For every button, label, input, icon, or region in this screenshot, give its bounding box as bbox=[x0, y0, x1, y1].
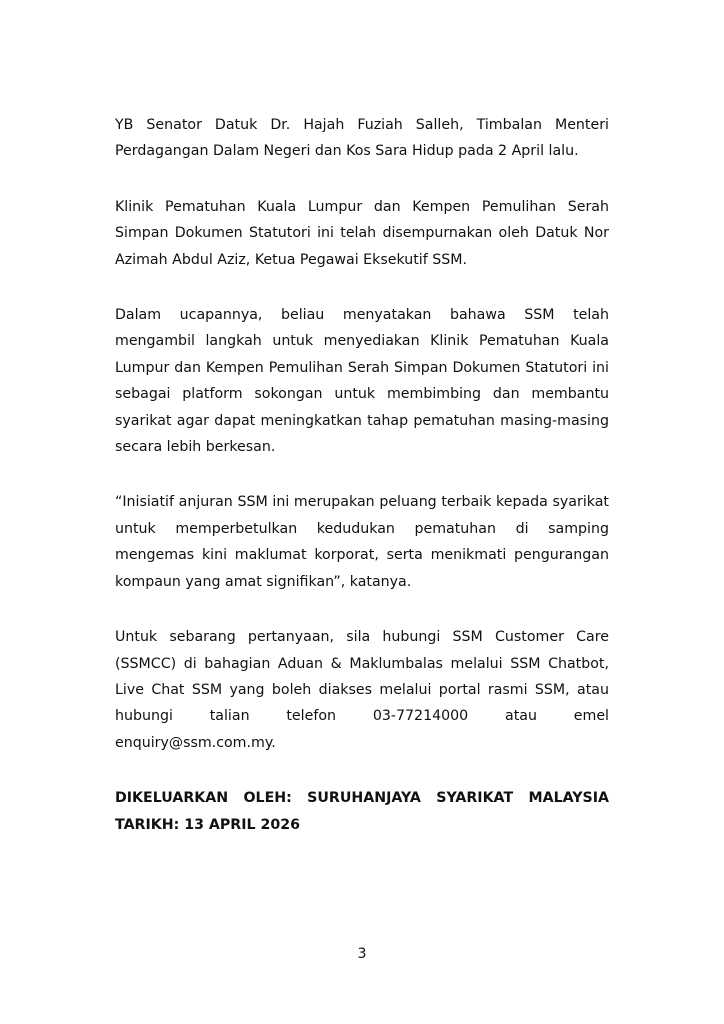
paragraph-3: Dalam ucapannya, beliau menyatakan bahawa SSM telah mengambil langkah untuk menyediakan Klinik Pematuhan Kuala Lumpur dan Kempen Pemulihan Serah Simpan Dokumen Statutori ini sebagai platform sokongan untuk membimbing dan membantu syarikat agar dapat meningkatkan tahap pematuhan masing-masing secara lebih berkesan. bbox=[115, 307, 609, 456]
issued-by-line: DIKELUARKAN OLEH: SURUHANJAYA SYARIKAT MALAYSIA bbox=[115, 790, 609, 807]
paragraph-5: Untuk sebarang pertanyaan, sila hubungi SSM Customer Care (SSMCC) di bahagian Aduan & Maklumbalas melalui SSM Chatbot, Live Chat SSM yang boleh diakses melalui portal rasmi SSM, atau hubungi talian telefon 03-77214000 atau emel enquiry@ssm.com.my. bbox=[115, 629, 609, 751]
paragraph-4: “Inisiatif anjuran SSM ini merupakan peluang terbaik kepada syarikat untuk memperbetulkan kedudukan pematuhan di samping mengemas kini maklumat korporat, serta menikmati pengurangan kompaun yang amat signifikan”, katanya. bbox=[115, 494, 609, 590]
paragraph-2: Klinik Pematuhan Kuala Lumpur dan Kempen Pemulihan Serah Simpan Dokumen Statutori ini telah disempurnakan oleh Datuk Nor Azimah Abdul Aziz, Ketua Pegawai Eksekutif SSM. bbox=[115, 198, 609, 268]
paragraph-1: YB Senator Datuk Dr. Hajah Fuziah Salleh, Timbalan Menteri Perdagangan Dalam Negeri dan Kos Sara Hidup pada 2 April lalu. bbox=[115, 117, 609, 160]
document-body bbox=[115, 112, 609, 838]
page-number: 3 bbox=[357, 946, 367, 962]
date-line: TARIKH: 13 APRIL 2026 bbox=[115, 816, 300, 833]
issuer-block bbox=[115, 785, 609, 838]
